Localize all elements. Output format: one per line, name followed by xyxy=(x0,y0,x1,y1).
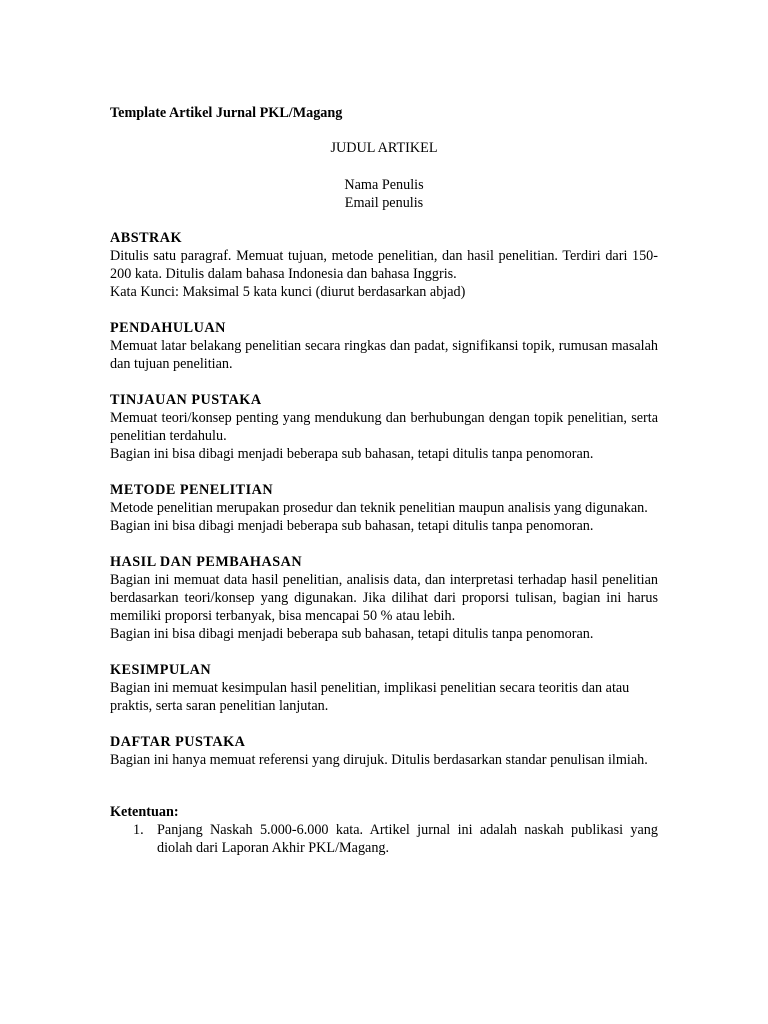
section-paragraph: Bagian ini bisa dibagi menjadi beberapa sub bahasan, tetapi ditulis tanpa penomoran. xyxy=(110,518,594,534)
article-title: JUDUL ARTIKEL xyxy=(330,140,438,156)
section-title: KESIMPULAN xyxy=(110,662,212,678)
author-email: Email penulis xyxy=(344,195,424,211)
section-paragraph: Bagian ini memuat kesimpulan hasil penelitian, implikasi penelitian secara teoritis dan atau praktis, serta saran penelitian lanjutan. xyxy=(110,680,630,714)
section-paragraph: Memuat latar belakang penelitian secara ringkas dan padat, signifikansi topik, rumusan masalah dan tujuan penelitian. xyxy=(110,338,658,372)
section-paragraph: Bagian ini bisa dibagi menjadi beberapa sub bahasan, tetapi ditulis tanpa penomoran. xyxy=(110,626,594,642)
section-hasil-pembahasan xyxy=(110,553,658,643)
section-daftar-pustaka xyxy=(110,733,658,769)
section-abstrak xyxy=(110,229,658,301)
keywords-line: Kata Kunci: Maksimal 5 kata kunci (diurut berdasarkan abjad) xyxy=(110,284,466,300)
author-block xyxy=(110,176,658,212)
section-title: PENDAHULUAN xyxy=(110,320,226,336)
rules-section xyxy=(110,803,658,857)
section-paragraph: Ditulis satu paragraf. Memuat tujuan, metode penelitian, dan hasil penelitian. Terdiri dari 150-200 kata. Ditulis dalam bahasa Indonesia dan bahasa Inggris. xyxy=(110,248,658,282)
document-page xyxy=(110,104,658,857)
section-paragraph: Bagian ini hanya memuat referensi yang dirujuk. Ditulis berdasarkan standar penulisan ilmiah. xyxy=(110,752,648,768)
section-title: DAFTAR PUSTAKA xyxy=(110,734,246,750)
rules-heading: Ketentuan: xyxy=(110,804,179,820)
section-pendahuluan xyxy=(110,319,658,373)
section-paragraph: Bagian ini bisa dibagi menjadi beberapa sub bahasan, tetapi ditulis tanpa penomoran. xyxy=(110,446,594,462)
rule-number: 1. xyxy=(133,822,144,838)
rule-text: Panjang Naskah 5.000-6.000 kata. Artikel jurnal ini adalah naskah publikasi yang diolah dari Laporan Akhir PKL/Magang. xyxy=(157,822,658,856)
section-title: TINJAUAN PUSTAKA xyxy=(110,392,262,408)
section-title: METODE PENELITIAN xyxy=(110,482,274,498)
section-paragraph: Bagian ini memuat data hasil penelitian, analisis data, dan interpretasi terhadap hasil penelitian berdasarkan teori/konsep yang digunakan. Jika dilihat dari proporsi tulisan, bagian ini harus memiliki proporsi terbanyak, bisa mencapai 50 % atau lebih. xyxy=(110,572,658,624)
section-paragraph: Metode penelitian merupakan prosedur dan teknik penelitian maupun analisis yang digunakan. xyxy=(110,500,648,516)
section-title: ABSTRAK xyxy=(110,230,183,246)
section-metode-penelitian xyxy=(110,481,658,535)
section-tinjauan-pustaka xyxy=(110,391,658,463)
section-kesimpulan xyxy=(110,661,658,715)
template-heading: Template Artikel Jurnal PKL/Magang xyxy=(110,105,343,121)
rule-item xyxy=(133,821,658,857)
section-title: HASIL DAN PEMBAHASAN xyxy=(110,554,303,570)
section-paragraph: Memuat teori/konsep penting yang mendukung dan berhubungan dengan topik penelitian, serta penelitian terdahulu. xyxy=(110,410,658,444)
author-name: Nama Penulis xyxy=(344,177,424,193)
